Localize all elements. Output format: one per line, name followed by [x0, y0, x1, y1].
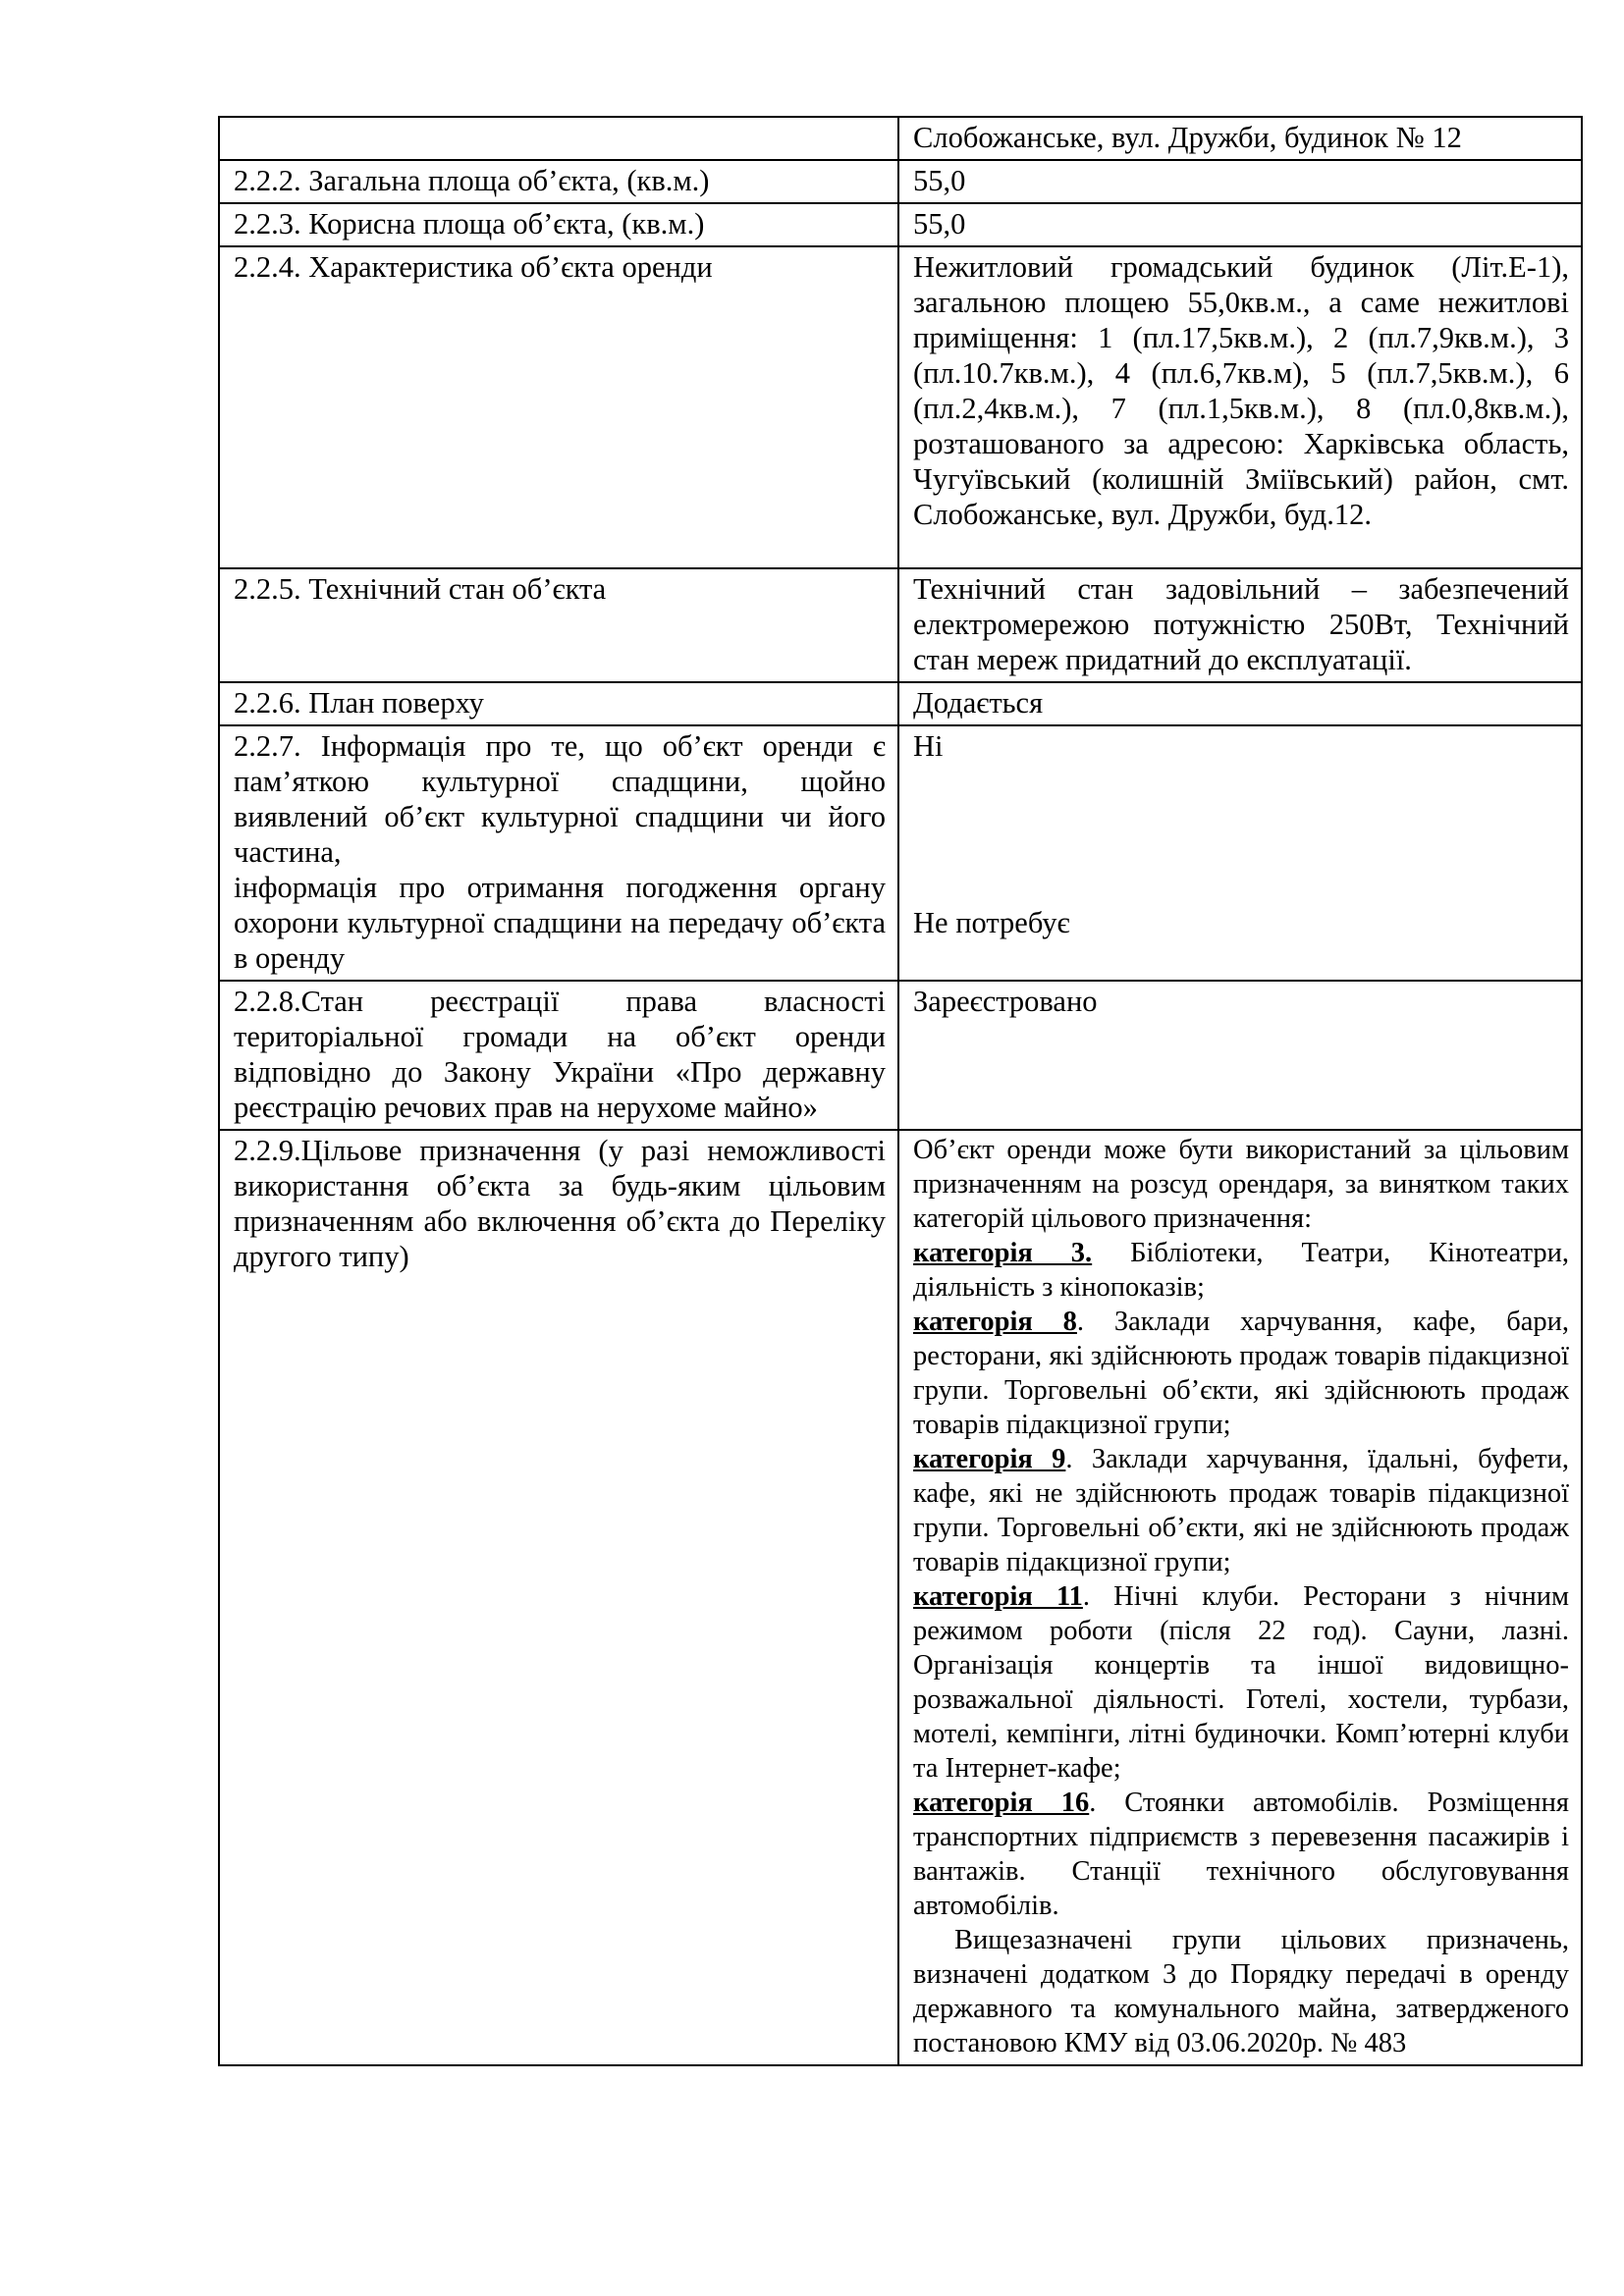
row-label: 2.2.6. План поверху — [219, 682, 898, 725]
row-value: 55,0 — [898, 160, 1582, 203]
category-text: . Заклади харчування, кафе, бари, ресторани, які здійснюють продаж товарів підакцизної групи. Торговельні об’єкти, які здійснюють продаж товарів підакцизної групи; — [913, 1307, 1569, 1440]
heritage-approval-label: інформація про отримання погодження органу охорони культурної спадщини на передачу об’єкта в оренду — [234, 871, 886, 975]
row-value: Слобожанське, вул. Дружби, будинок № 12 — [898, 117, 1582, 160]
row-label: 2.2.9.Цільове призначення (у разі неможливості використання об’єкта за будь-яким цільовим призначенням або включення об’єкта до Переліку другого типу) — [219, 1130, 898, 2065]
category-label: категорія 9 — [913, 1444, 1066, 1474]
row-value: Додається — [898, 682, 1582, 725]
category-label: категорія 11 — [913, 1581, 1083, 1612]
category-label: категорія 8 — [913, 1307, 1077, 1337]
table-row — [219, 246, 1582, 568]
category-text: . Заклади харчування, їдальні, буфети, кафе, які не здійснюють продаж товарів підакцизної групи. Торговельні об’єкти, які не здійснюють продаж товарів підакцизної групи; — [913, 1444, 1569, 1577]
category-item — [913, 1579, 1569, 1786]
row-label: 2.2.4. Характеристика об’єкта оренди — [219, 246, 898, 568]
row-label: 2.2.5. Технічний стан об’єкта — [219, 568, 898, 682]
category-item — [913, 1236, 1569, 1305]
category-text: . Стоянки автомобілів. Розміщення транспортних підприємств з перевезення пасажирів і вантажів. Станції технічного обслуговування автомобілів. — [913, 1788, 1569, 1921]
category-item — [913, 1442, 1569, 1579]
heritage-info-value: Ні — [913, 729, 944, 763]
category-item — [913, 1305, 1569, 1442]
category-item — [913, 1786, 1569, 1923]
purpose-intro: Об’єкт оренди може бути використаний за цільовим призначенням на розсуд орендаря, за винятком таких категорій цільового призначення: — [913, 1135, 1569, 1234]
category-text: Бібліотеки, Театри, Кінотеатри, діяльність з кінопоказів; — [913, 1238, 1569, 1303]
row-label: 2.2.8.Стан реєстрації права власності територіальної громади на об’єкт оренди відповідно до Закону України «Про державну реєстрацію речових прав на нерухоме майно» — [219, 981, 898, 1130]
heritage-info-label: 2.2.7. Інформація про те, що об’єкт оренди є пам’яткою культурної спадщини, щойно виявлений об’єкт культурної спадщини чи його частина, — [234, 729, 886, 869]
table-row — [219, 682, 1582, 725]
category-text: . Нічні клуби. Ресторани з нічним режимом роботи (після 22 год). Сауни, лазні. Організація концертів та іншої видовищно-розважальної діяльності. Готелі, хостели, турбази, мотелі, кемпінги, літні будиночки. Комп’ютерні клуби та Інтернет-кафе; — [913, 1581, 1570, 1784]
row-label — [219, 725, 898, 981]
document-page — [218, 116, 1581, 2066]
table-row — [219, 1130, 1582, 2065]
heritage-approval-value: Не потребує — [913, 906, 1070, 939]
category-label: категорія 3. — [913, 1238, 1093, 1268]
object-info-table — [218, 116, 1583, 2066]
table-row — [219, 568, 1582, 682]
row-label — [219, 117, 898, 160]
row-value: Технічний стан задовільний – забезпечений електромережою потужністю 250Вт, Технічний стан мереж придатний до експлуатації. — [898, 568, 1582, 682]
category-label: категорія 16 — [913, 1788, 1090, 1818]
row-value: 55,0 — [898, 203, 1582, 246]
table-row — [219, 981, 1582, 1130]
row-label: 2.2.2. Загальна площа об’єкта, (кв.м.) — [219, 160, 898, 203]
table-row — [219, 160, 1582, 203]
row-value: Зареєстровано — [898, 981, 1582, 1130]
table-row — [219, 203, 1582, 246]
row-value — [898, 725, 1582, 981]
table-row — [219, 117, 1582, 160]
row-value: Нежитловий громадський будинок (Літ.Е-1), загальною площею 55,0кв.м., а саме нежитлові приміщення: 1 (пл.17,5кв.м.), 2 (пл.7,9кв.м.), 3 (пл.10.7кв.м.), 4 (пл.6,7кв.м), 5 (пл.7,5кв.м.), 6 (пл.2,4кв.м.), 7 (пл.1,5кв.м.), 8 (пл.0,8кв.м.), розташованого за адресою: Харківська область, Чугуївський (колишній Зміївський) район, смт. Слобожанське, вул. Дружби, буд.12. — [898, 246, 1582, 568]
table-row — [219, 725, 1582, 981]
row-value — [898, 1130, 1582, 2065]
regulation-note: Вищезазначені групи цільових призначень, визначені додатком 3 до Порядку передачі в оренду державного та комунального майна, затвердженого постановою КМУ від 03.06.2020р. № 483 — [913, 1925, 1569, 2058]
row-label: 2.2.3. Корисна площа об’єкта, (кв.м.) — [219, 203, 898, 246]
